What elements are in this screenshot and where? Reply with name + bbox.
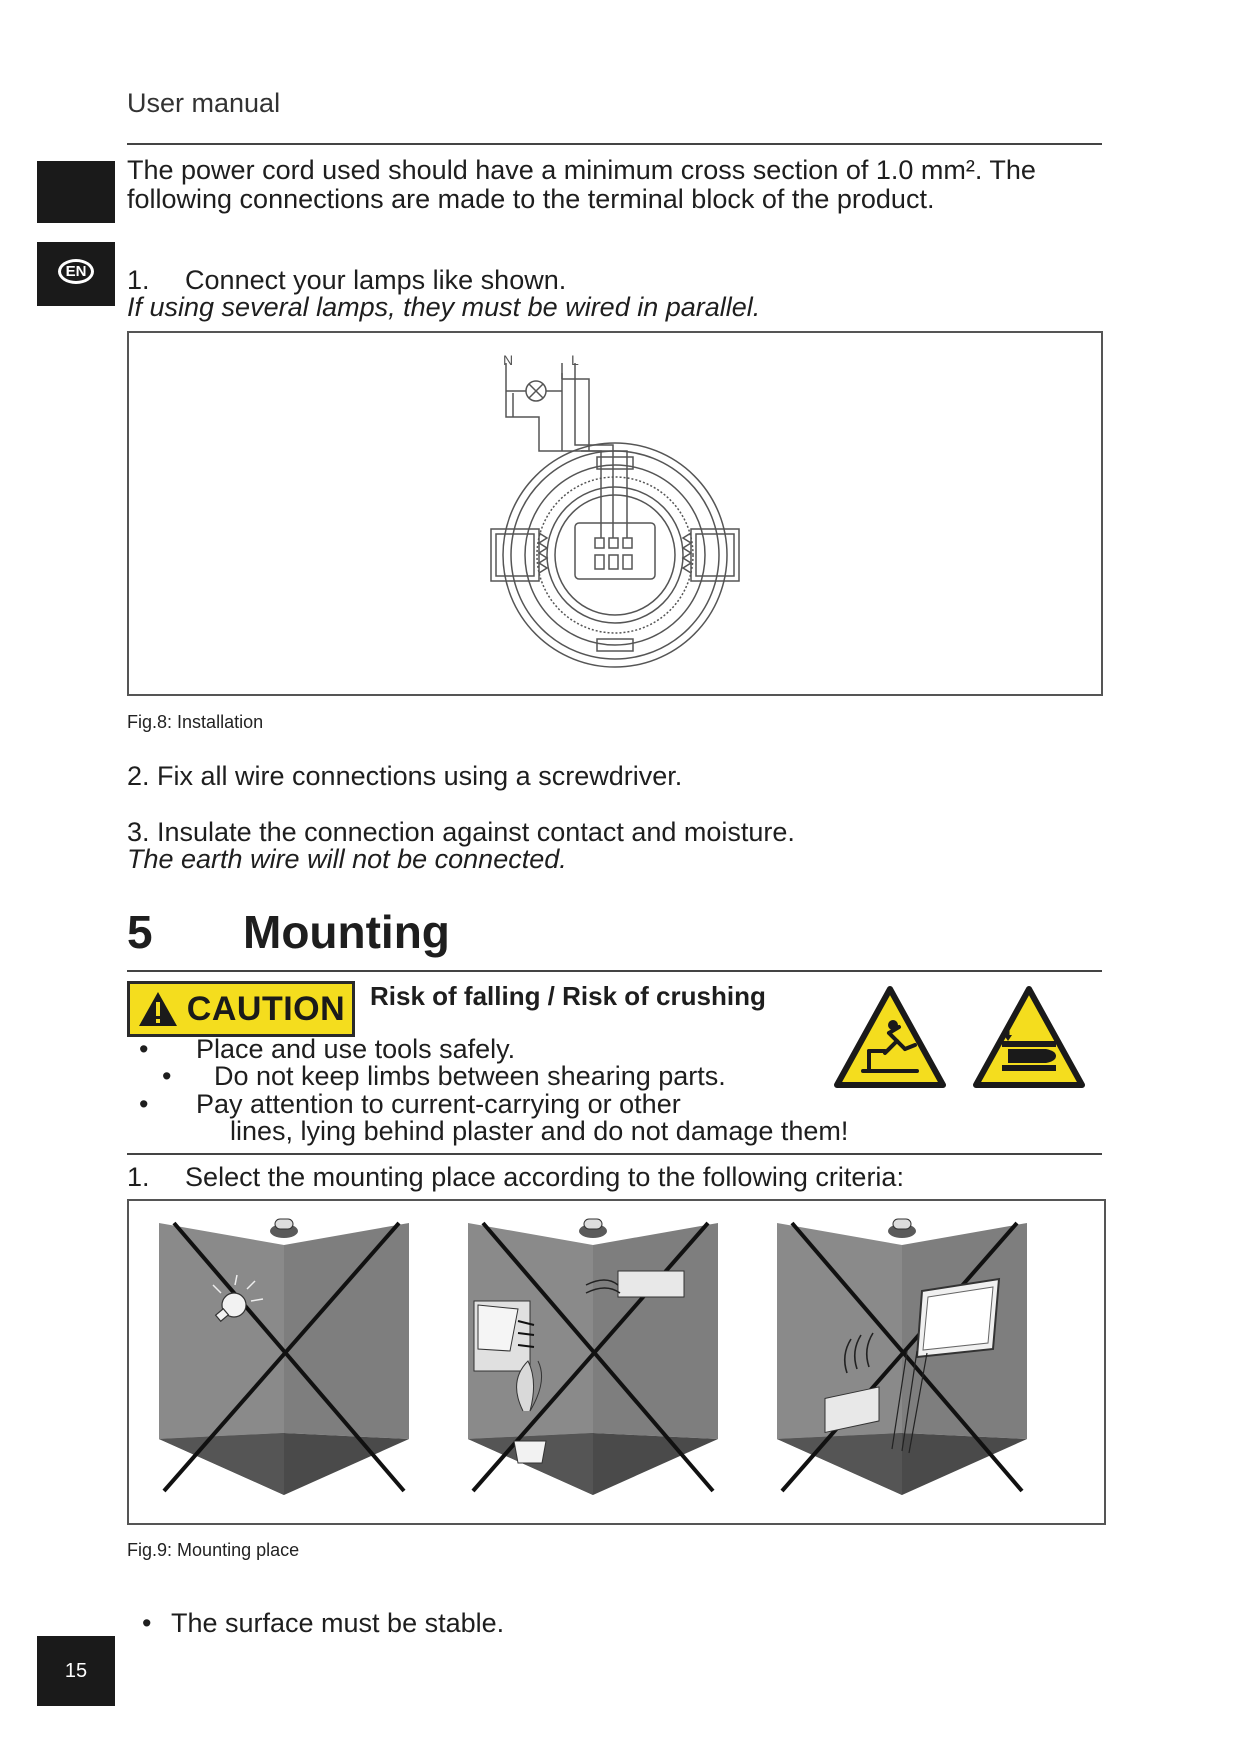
criteria-item-text: The surface must be stable. [170,1608,505,1638]
bullet-symbol: • [162,1061,172,1091]
mounting-place-illustrations [129,1201,1104,1523]
step-1 [127,266,566,295]
figure-9-caption-text: Mounting place [177,1540,300,1560]
wire-label-l: L [571,352,579,368]
lamp-wiring-diagram [129,333,1101,694]
section-number: 5 [127,906,153,958]
intro-paragraph [127,156,1107,214]
caution-bullet-1 [139,1035,515,1063]
language-badge-label: EN [58,259,94,284]
header-divider [127,143,1102,145]
bullet-symbol: • [139,1089,149,1119]
bullet-symbol: • [142,1608,152,1638]
room-illustration-draft [468,1219,718,1495]
room-illustration-heater [777,1219,1027,1495]
step-1-number: 1. [127,265,150,295]
mounting-step-1-number: 1. [127,1162,150,1192]
figure-8-caption-text: Installation [177,712,264,732]
lamp-symbol-icon [506,381,562,401]
room-illustration-lamp [159,1219,409,1495]
caution-bullet-3-continuation: lines, lying behind plaster and do not damage them! [230,1116,849,1146]
step-3: 3. Insulate the connection against contact and moisture. [127,817,795,847]
intro-line-1: The power cord used should have a minimum cross section of 1.0 mm². The [127,155,1036,185]
figure-8-caption-label: Fig.8: [127,712,173,732]
figure-9-mounting-place [127,1199,1106,1525]
language-badge [37,242,115,306]
caution-bullet-3 [139,1090,681,1118]
section-divider [127,970,1102,972]
intro-line-2: following connections are made to the terminal block of the product. [127,184,935,214]
caution-bullet-3-text: Pay attention to current-carrying or other [195,1089,681,1119]
caution-divider [127,1153,1102,1155]
caution-word: CAUTION [186,989,346,1028]
figure-8-installation-diagram [127,331,1103,696]
caution-title: Risk of falling / Risk of crushing [370,981,766,1011]
step-1-note: If using several lamps, they must be wired in parallel. [127,292,761,322]
figure-9-caption [127,1540,299,1561]
document-header: User manual [127,88,281,118]
step-2: 2. Fix all wire connections using a screwdriver. [127,761,683,791]
criteria-item [142,1609,504,1638]
crushing-hazard-icon [972,985,1086,1089]
warning-triangle-icon [137,990,179,1028]
caution-bullet-2-text: Do not keep limbs between shearing parts. [213,1061,726,1091]
bullet-symbol: • [139,1034,149,1064]
figure-8-caption [127,712,263,733]
caution-label-box [127,981,355,1037]
chapter-tab-block [37,161,115,223]
caution-bullet-2 [162,1062,726,1090]
section-title: Mounting [243,906,450,958]
page-number: 15 [37,1636,115,1706]
figure-9-caption-label: Fig.9: [127,1540,173,1560]
falling-hazard-icon [833,985,947,1089]
step-1-text: Connect your lamps like shown. [185,265,567,295]
wire-label-n: N [503,352,514,368]
mounting-step-1 [127,1163,904,1192]
step-3-note: The earth wire will not be connected. [127,844,567,874]
mounting-step-1-text: Select the mounting place according to the following criteria: [185,1162,904,1192]
caution-bullet-1-text: Place and use tools safely. [195,1034,516,1064]
